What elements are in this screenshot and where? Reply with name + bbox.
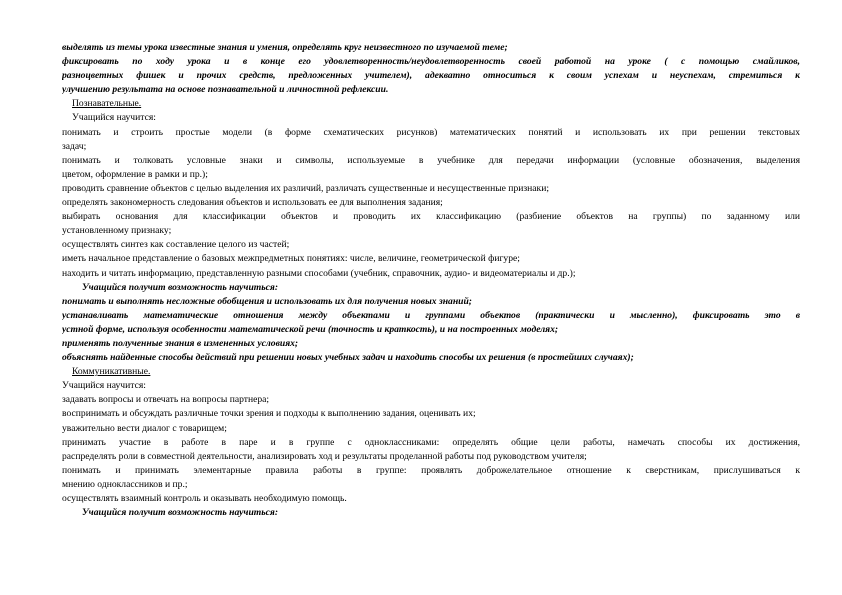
text-line: устанавливать математические отношения между объектами и группами объектов (практически и мысленно), фиксировать это в: [62, 309, 800, 321]
text-line: понимать и принимать элементарные правила работы в группе: проявлять доброжелательное отношение к сверстникам, прислушиваться к: [62, 464, 800, 476]
text-line: Учащийся получит возможность научиться:: [82, 281, 279, 293]
text-line: фиксировать по ходу урока и в конце его удовлетворенность/неудовлетворенность своей работой на уроке ( с помощью смайликов,: [62, 56, 800, 68]
text-line: задач;: [62, 140, 87, 152]
text-line: воспринимать и обсуждать различные точки зрения и подходы к выполнению задания, оценивать их;: [62, 408, 476, 420]
text-line: определять закономерность следования объектов и использовать ее для выполнения задания;: [62, 197, 443, 209]
text-line: применять полученные знания в измененных условиях;: [62, 337, 299, 349]
section-heading-text: Коммуникативные.: [72, 366, 151, 378]
section-heading-communicative: [62, 365, 800, 379]
text-line: улучшению результата на основе познавательной и личностной рефлексии.: [62, 84, 389, 96]
section-heading-cognitive: [62, 97, 800, 111]
text-line: задавать вопросы и отвечать на вопросы партнера;: [62, 394, 270, 406]
text-line: объяснять найденные способы действий при решении новых учебных задач и находить способы их решения (в простейших случаях);: [62, 352, 634, 364]
text-line: понимать и толковать условные знаки и символы, используемые в учебнике для передачи информации (условные обозначения, выделения: [62, 154, 800, 166]
text-line: принимать участие в работе в паре и в группе с одноклассниками: определять общие цели работы, намечать способы их достижения,: [62, 436, 800, 448]
text-line: распределять роли в совместной деятельности, анализировать ход и результаты проделанной работы под руководством учителя;: [62, 450, 587, 462]
text-line: уважительно вести диалог с товарищем;: [62, 422, 227, 434]
text-line: осуществлять синтез как составление целого из частей;: [62, 239, 290, 251]
text-line: выбирать основания для классификации объектов и проводить их классификацию (разбиение объектов на группы) по заданному или: [62, 211, 800, 223]
text-line: проводить сравнение объектов с целью выделения их различий, различать существенные и несущественные признаки;: [62, 182, 550, 194]
text-line: Учащийся научится:: [62, 380, 146, 392]
text-line: цветом, оформление в рамки и пр.);: [62, 168, 208, 180]
text-line: разноцветных фишек и прочих средств, предложенных учителем), адекватно относиться к своим успехам и неуспехам, стремиться к: [62, 70, 800, 82]
section-heading-text: Познавательные.: [72, 98, 142, 110]
text-line: осуществлять взаимный контроль и оказывать необходимую помощь.: [62, 493, 347, 504]
text-line: устной форме, используя особенности математической речи (точность и краткость), и на построенных моделях;: [62, 323, 559, 335]
text-line: выделять из темы урока известные знания и умения, определять круг неизвестного по изучаемой теме;: [62, 42, 508, 53]
text-line: Учащийся научится:: [72, 112, 156, 124]
document-page: [62, 41, 800, 520]
text-line: мнению одноклассников и пр.;: [62, 478, 188, 490]
text-line: находить и читать информацию, представленную разными способами (учебник, справочник, аудио- и видеоматериалы и др.);: [62, 267, 576, 279]
text-line: понимать и выполнять несложные обобщения и использовать их для получения новых знаний;: [62, 295, 473, 307]
text-line: иметь начальное представление о базовых межпредметных понятиях: числе, величине, геометрической фигуре;: [62, 253, 520, 265]
text-line: понимать и строить простые модели (в форме схематических рисунков) математических понятий и использовать их при решении текстовых: [62, 126, 800, 138]
text-line: Учащийся получит возможность научиться:: [82, 507, 279, 519]
text-line: установленному признаку;: [62, 225, 172, 237]
